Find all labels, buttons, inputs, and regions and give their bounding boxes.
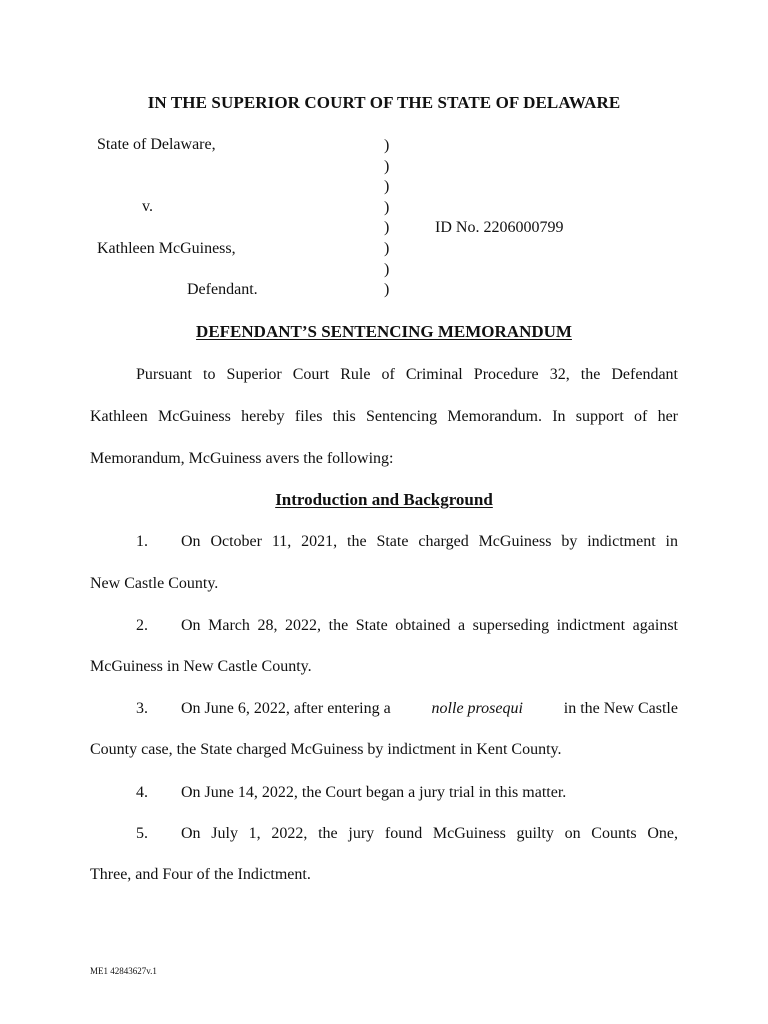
item-number: 2. (136, 617, 148, 634)
case-id-number: ID No. 2206000799 (435, 219, 564, 236)
item-text-line-2: McGuiness in New Castle County. (90, 658, 312, 675)
item-text-italic-term: nolle prosequi (431, 700, 523, 717)
item-number: 5. (136, 825, 148, 842)
caption-parenthesis-column: ) ) ) ) ) ) ) ) (384, 137, 390, 299)
document-footer-id: ME1 42843627v.1 (90, 966, 157, 976)
caption-defendant-name: Kathleen McGuiness, (97, 240, 236, 257)
item-number: 4. (136, 784, 148, 801)
item-text-line-1: On July 1, 2022, the jury found McGuiness guilty on Counts One, (181, 825, 678, 842)
item-text-line-2: Three, and Four of the Indictment. (90, 866, 311, 883)
caption-defendant-role: Defendant. (187, 281, 258, 298)
caption-plaintiff: State of Delaware, (97, 136, 216, 153)
item-text-line-1: On March 28, 2022, the State obtained a superseding indictment against (181, 617, 678, 634)
memorandum-title: DEFENDANT’S SENTENCING MEMORANDUM (196, 322, 572, 341)
item-number: 3. (136, 700, 148, 717)
item-text-line-1: On June 14, 2022, the Court began a jury trial in this matter. (181, 784, 567, 801)
intro-line-3: Memorandum, McGuiness avers the following: (90, 450, 394, 467)
intro-line-2: Kathleen McGuiness hereby files this Sentencing Memorandum. In support of her (90, 408, 678, 425)
intro-line-1: Pursuant to Superior Court Rule of Criminal Procedure 32, the Defendant (136, 366, 678, 383)
section-heading-introduction: Introduction and Background (275, 490, 493, 509)
item-text-line-2: County case, the State charged McGuiness by indictment in Kent County. (90, 741, 562, 758)
court-title: IN THE SUPERIOR COURT OF THE STATE OF DELAWARE (147, 93, 621, 112)
item-text-before-italic: On June 6, 2022, after entering a (181, 700, 391, 717)
item-text-line-1 (181, 700, 678, 718)
item-text-after-italic: in the New Castle (563, 700, 678, 717)
item-number: 1. (136, 533, 148, 550)
item-text-line-1: On October 11, 2021, the State charged McGuiness by indictment in (181, 533, 678, 550)
item-text-line-2: New Castle County. (90, 575, 219, 592)
caption-versus: v. (142, 198, 153, 215)
